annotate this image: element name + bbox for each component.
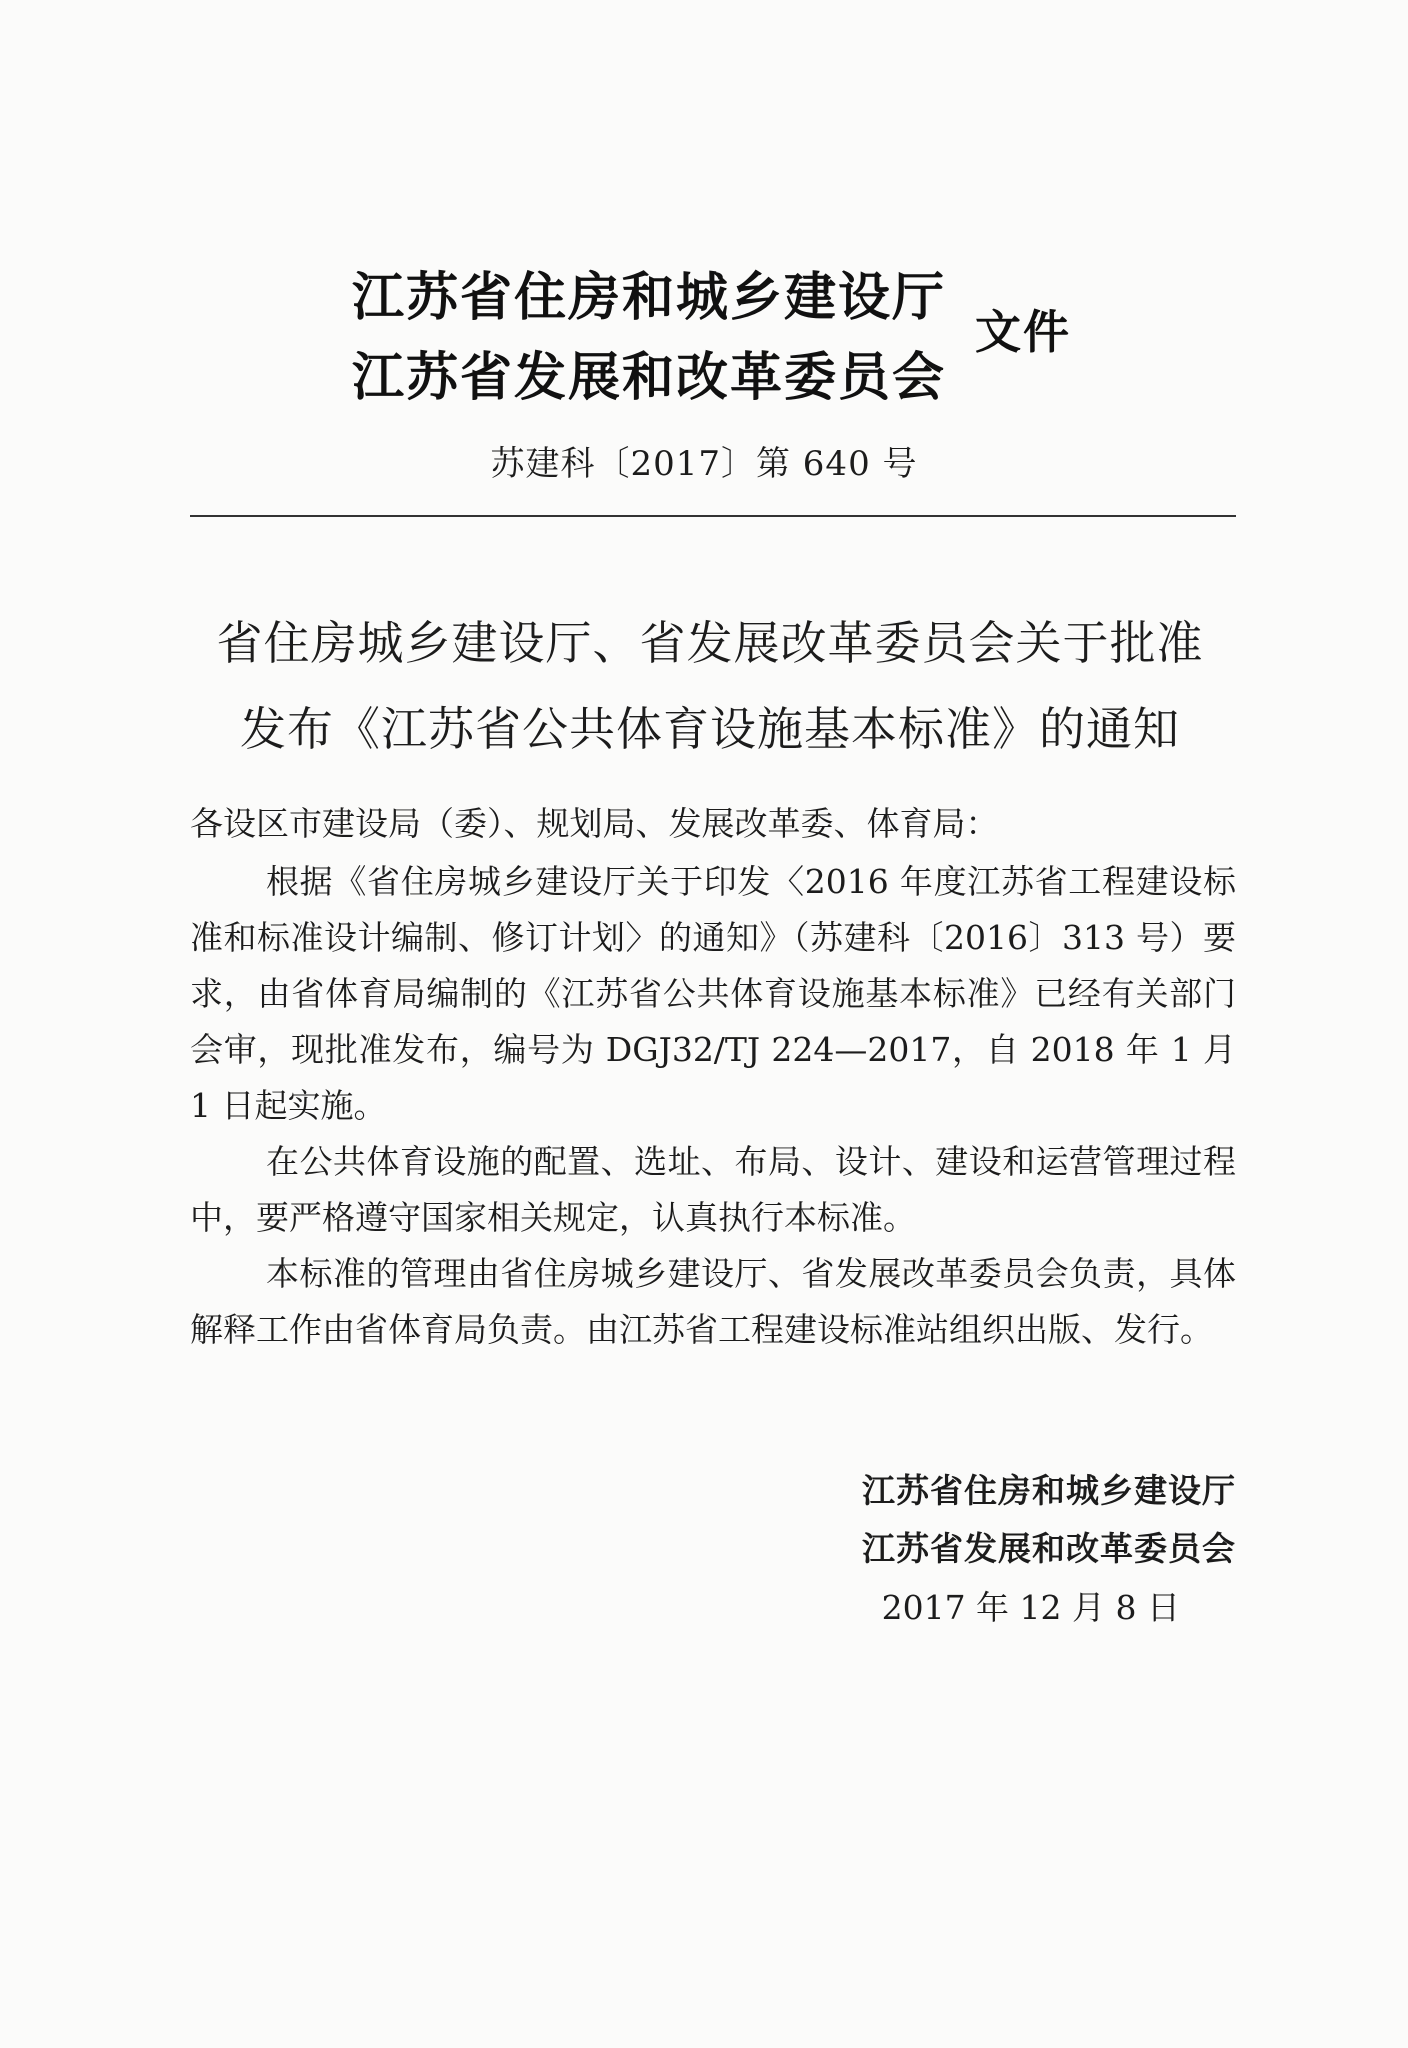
title-line: 省住房城乡建设厅、省发展改革委员会关于批准	[216, 616, 1204, 670]
salutation: 各设区市建设局（委）、规划局、发展改革委、体育局：	[190, 804, 999, 843]
issuer-development-commission: 江苏省发展和改革委员会	[352, 348, 947, 408]
notice-body	[190, 796, 1236, 1358]
signature-block	[862, 1462, 1236, 1638]
title-line: 发布《江苏省公共体育设施基本标准》的通知	[240, 702, 1180, 756]
document-number: 苏建科〔2017〕第 640 号	[490, 444, 918, 484]
signature-date: 2017 年 12 月 8 日	[881, 1588, 1180, 1627]
notice-title	[180, 600, 1240, 772]
signature-org: 江苏省住房和城乡建设厅	[862, 1471, 1236, 1510]
signature-org: 江苏省发展和改革委员会	[862, 1529, 1236, 1568]
document-type-label: 文件	[975, 305, 1071, 359]
issuing-authorities	[352, 258, 992, 418]
issuer-housing-department: 江苏省住房和城乡建设厅	[352, 268, 947, 328]
body-paragraph: 在公共体育设施的配置、选址、布局、设计、建设和运营管理过程中，要严格遵守国家相关规定，认真执行本标准。	[190, 1142, 1236, 1237]
header-divider	[190, 515, 1236, 517]
body-paragraph: 根据《省住房城乡建设厅关于印发〈2016 年度江苏省工程建设标准和标准设计编制、修订计划〉的通知》（苏建科〔2016〕313 号）要求，由省体育局编制的《江苏省公共体育设施基本标准》已经有关部门会审，现批准发布，编号为 DGJ32/TJ 224—2017，自 2018 年 1 月 1 日起实施。	[190, 862, 1236, 1125]
body-paragraph: 本标准的管理由省住房城乡建设厅、省发展改革委员会负责，具体解释工作由省体育局负责。由江苏省工程建设标准站组织出版、发行。	[190, 1254, 1236, 1349]
